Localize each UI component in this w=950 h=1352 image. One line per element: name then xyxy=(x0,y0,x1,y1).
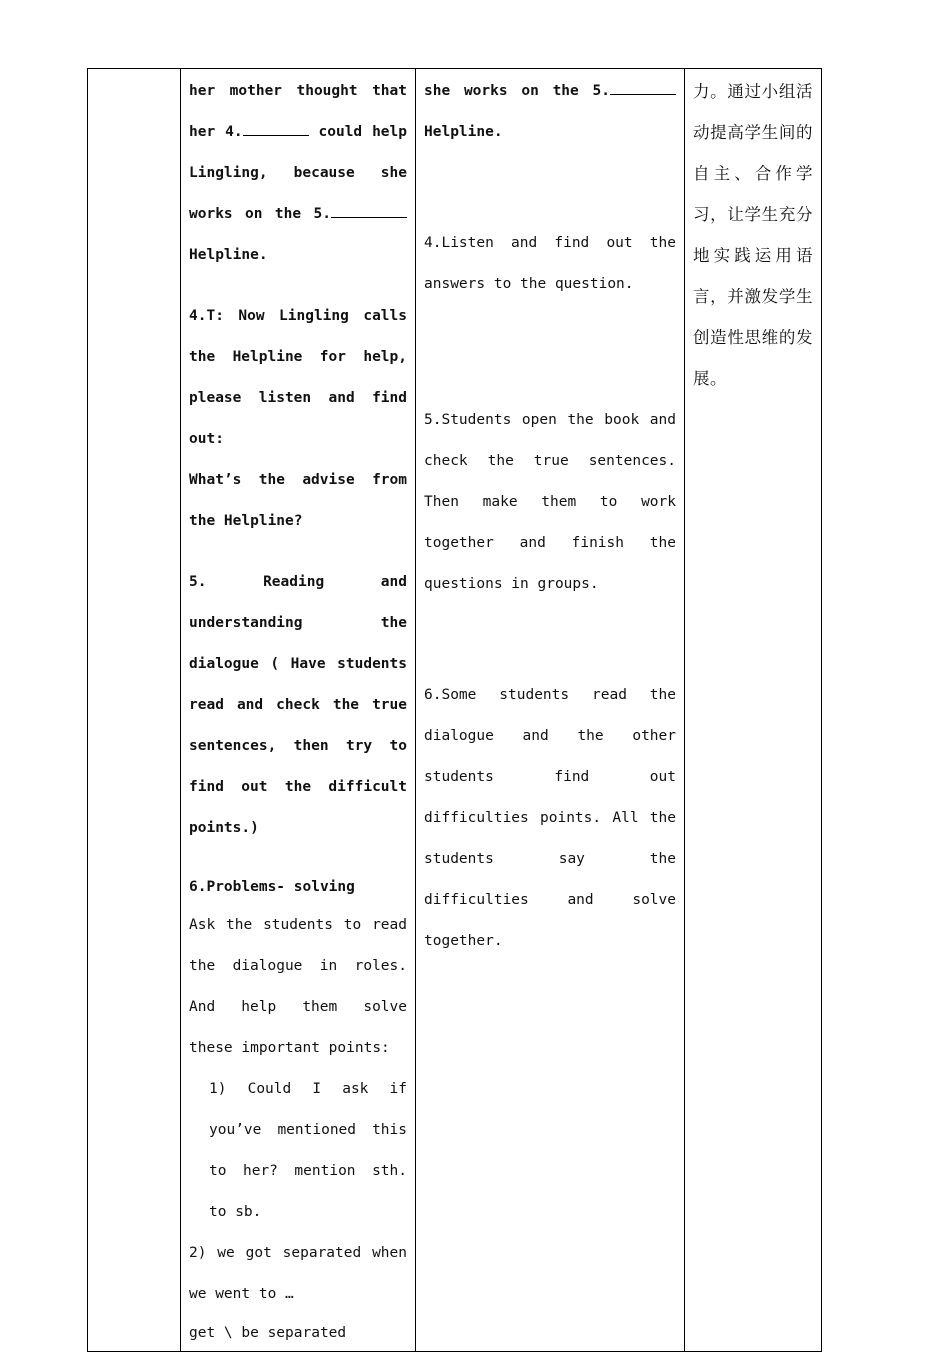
teacher-point-2: 2) we got separated when we went to … xyxy=(189,1245,407,1302)
teacher-step-4: 4.T: Now Lingling calls the Helpline for help, please listen and find out: xyxy=(189,308,407,447)
empty-column-cell xyxy=(88,69,181,1352)
student-step-5: 5.Students open the book and check the true sentences. Then make them to work together and finish the questions in groups. xyxy=(424,412,676,592)
teacher-activity-cell xyxy=(181,69,416,1352)
teacher-para-text-c: Helpline. xyxy=(189,247,268,263)
lesson-plan-table xyxy=(87,68,822,1352)
teacher-para-text-a: her mother thought that her 4. xyxy=(189,83,407,140)
student-step-4: 4.Listen and find out the answers to the question. xyxy=(424,235,676,292)
blank-line xyxy=(331,203,407,218)
student-step-6: 6.Some students read the dialogue and the other students find out difficulties points. All the students say the difficulties and solve together. xyxy=(424,687,676,949)
design-intent-cell xyxy=(685,69,822,1352)
teacher-step-6-title: 6.Problems- solving xyxy=(189,879,355,895)
table-row xyxy=(88,69,822,1352)
teacher-point-2b: get \ be separated xyxy=(189,1325,347,1341)
design-intent-text: 力。通过小组活动提高学生间的自主、合作学习，让学生充分地实践运用语言，并激发学生创造性思维的发展。 xyxy=(693,82,813,388)
teacher-step-4-question: What’s the advise from the Helpline? xyxy=(189,472,407,529)
teacher-para-blanks xyxy=(189,71,407,276)
teacher-step-6-body: Ask the students to read the dialogue in roles. And help them solve these important points: xyxy=(189,917,407,1056)
student-para-blanks xyxy=(424,71,676,153)
teacher-step-5: 5. Reading and understanding the dialogue ( Have students read and check the true sentences, then try to find out the difficult points.) xyxy=(189,574,407,836)
blank-line xyxy=(243,121,309,136)
student-para-text-a: she works on the 5. xyxy=(424,83,610,99)
student-para-text-b: Helpline. xyxy=(424,124,503,140)
blank-line xyxy=(610,80,676,95)
teacher-para-text-b: could help Lingling, because she works on the 5. xyxy=(189,124,407,222)
teacher-point-1-text: 1) Could I ask if you’ve mentioned this to her? mention sth. to sb. xyxy=(209,1081,407,1220)
teacher-point-1 xyxy=(189,1069,407,1233)
student-activity-cell xyxy=(416,69,685,1352)
